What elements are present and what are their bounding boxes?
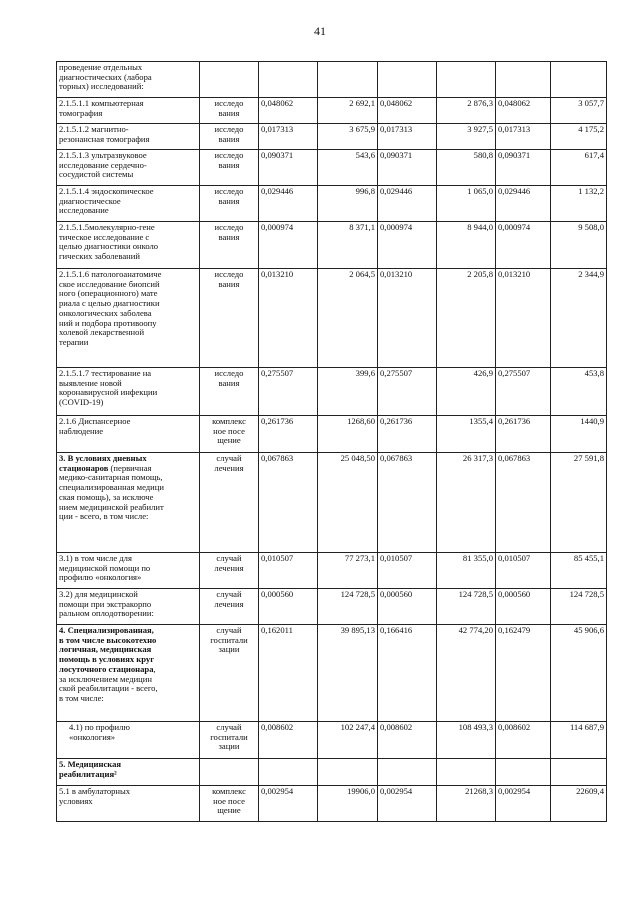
cost-2021: 399,6	[318, 368, 378, 416]
cost-2022: 580,8	[437, 150, 496, 186]
row-name-text: 2.1.6 Диспансерное наблюдение	[59, 416, 131, 436]
norm-2021: 0,067863	[259, 453, 318, 553]
cost-2023: 1440,9	[551, 416, 607, 453]
norm-2021: 0,162011	[259, 625, 318, 722]
norm-2021: 0,017313	[259, 124, 318, 150]
row-name	[57, 368, 200, 416]
norm-2021: 0,090371	[259, 150, 318, 186]
unit-cell: случай лечения	[200, 589, 259, 625]
cost-2023: 22609,4	[551, 786, 607, 822]
table-row	[57, 453, 607, 553]
row-name-text: 3.1) в том числе для медицинской помощи по профилю «онкология»	[59, 553, 151, 583]
norm-2022: 0,261736	[378, 416, 437, 453]
cost-2023: 2 344,9	[551, 269, 607, 368]
norm-2023: 0,029446	[496, 186, 551, 222]
cost-2021	[318, 62, 378, 98]
row-name	[57, 62, 200, 98]
norm-2022: 0,048062	[378, 98, 437, 124]
row-name	[57, 222, 200, 269]
cost-2021: 2 692,1	[318, 98, 378, 124]
cost-2022: 2 205,8	[437, 269, 496, 368]
norm-2022: 0,013210	[378, 269, 437, 368]
cost-2023: 4 175,2	[551, 124, 607, 150]
row-name	[57, 186, 200, 222]
cost-2021: 25 048,50	[318, 453, 378, 553]
row-name	[57, 453, 200, 553]
unit-cell	[200, 62, 259, 98]
norm-2022: 0,010507	[378, 553, 437, 589]
row-name-text: 2.1.5.1.6 патологоанатомиче ское исследование биопсий ного (операционного) мате риала с целью диагностики онкологических заболева ний и подбора противоопу холевой лекарственной терапии	[59, 269, 162, 347]
cost-2022: 2 876,3	[437, 98, 496, 124]
unit-cell	[200, 759, 259, 786]
norm-2022: 0,008602	[378, 722, 437, 759]
cost-2021: 543,6	[318, 150, 378, 186]
table-row	[57, 150, 607, 186]
table-row	[57, 186, 607, 222]
row-name-text: 2.1.5.1.5молекулярно-гене тическое исследование с целью диагностики онколо гических заболеваний	[59, 222, 159, 262]
row-name	[57, 553, 200, 589]
row-name-text: 3.2) для медицинской помощи при экстракорпо ральном оплодотворении:	[59, 589, 154, 619]
norm-2023: 0,000560	[496, 589, 551, 625]
cost-2022: 21268,3	[437, 786, 496, 822]
unit-cell: случай госпитали зации	[200, 722, 259, 759]
norm-2023: 0,275507	[496, 368, 551, 416]
norm-2022: 0,000974	[378, 222, 437, 269]
norm-2022: 0,002954	[378, 786, 437, 822]
cost-2021: 1268,60	[318, 416, 378, 453]
norm-2021: 0,008602	[259, 722, 318, 759]
row-name-text: проведение отдельных диагностических (лабора торных) исследований:	[59, 62, 152, 92]
norm-2022: 0,000560	[378, 589, 437, 625]
norm-2022: 0,275507	[378, 368, 437, 416]
row-name	[57, 269, 200, 368]
row-name	[57, 759, 200, 786]
norm-2022: 0,029446	[378, 186, 437, 222]
norm-2022: 0,067863	[378, 453, 437, 553]
cost-2023: 85 455,1	[551, 553, 607, 589]
norm-2023: 0,090371	[496, 150, 551, 186]
cost-2023: 45 906,6	[551, 625, 607, 722]
norm-2021	[259, 759, 318, 786]
table-row	[57, 625, 607, 722]
norm-2022	[378, 62, 437, 98]
cost-2023	[551, 62, 607, 98]
norm-2021	[259, 62, 318, 98]
cost-2021: 77 273,1	[318, 553, 378, 589]
row-name-text: 2.1.5.1.7 тестирование на выявление новой коронавирусной инфекции (COVID-19)	[59, 368, 158, 408]
unit-cell: исследо вания	[200, 98, 259, 124]
row-name-bold: 3. В условиях дневных стационаров	[59, 453, 147, 473]
norms-table	[56, 61, 607, 822]
page-number: 41	[314, 24, 326, 38]
row-name-bold: 4. Специализированная, в том числе высокотехно логичная, медицинская помощь в условиях круг лосуточного стационара	[59, 625, 157, 674]
table-row	[57, 589, 607, 625]
cost-2022	[437, 62, 496, 98]
norm-2021: 0,000974	[259, 222, 318, 269]
unit-cell: комплекс ное посе щение	[200, 416, 259, 453]
norm-2021: 0,002954	[259, 786, 318, 822]
norm-2021: 0,029446	[259, 186, 318, 222]
cost-2021: 39 895,13	[318, 625, 378, 722]
norm-2023	[496, 62, 551, 98]
unit-cell: случай лечения	[200, 553, 259, 589]
table-row	[57, 722, 607, 759]
row-name-bold: 5. Медицинская реабилитация²	[59, 759, 122, 779]
row-name-text: 2.1.5.1.1 компьютерная томография	[59, 98, 144, 118]
unit-cell: исследо вания	[200, 186, 259, 222]
cost-2023: 3 057,7	[551, 98, 607, 124]
norm-2023: 0,008602	[496, 722, 551, 759]
unit-cell: случай лечения	[200, 453, 259, 553]
norm-2022: 0,166416	[378, 625, 437, 722]
table-row	[57, 124, 607, 150]
table-row	[57, 786, 607, 822]
cost-2023	[551, 759, 607, 786]
row-name-text: 2.1.5.1.3 ультразвуковое исследование сердечно- сосудистой системы	[59, 150, 147, 180]
cost-2022: 108 493,3	[437, 722, 496, 759]
row-name	[57, 589, 200, 625]
row-name-text: 5.1 в амбулаторных условиях	[59, 786, 131, 806]
unit-cell: исследо вания	[200, 222, 259, 269]
cost-2023: 1 132,2	[551, 186, 607, 222]
norm-2021: 0,275507	[259, 368, 318, 416]
row-name-text: , за исключением медицин ской реабилитации - всего, в том числе:	[59, 663, 158, 703]
table-row	[57, 553, 607, 589]
row-name-text: 2.1.5.1.2 магнитно- резонансная томография	[59, 124, 150, 144]
norm-2022	[378, 759, 437, 786]
cost-2023: 453,8	[551, 368, 607, 416]
row-name	[57, 416, 200, 453]
norm-2023: 0,002954	[496, 786, 551, 822]
cost-2021: 8 371,1	[318, 222, 378, 269]
cost-2023: 124 728,5	[551, 589, 607, 625]
norm-2023: 0,017313	[496, 124, 551, 150]
cost-2022: 1355,4	[437, 416, 496, 453]
norm-2022: 0,090371	[378, 150, 437, 186]
table-row	[57, 759, 607, 786]
cost-2021: 19906,0	[318, 786, 378, 822]
cost-2022: 124 728,5	[437, 589, 496, 625]
norm-2021: 0,000560	[259, 589, 318, 625]
cost-2022: 42 774,20	[437, 625, 496, 722]
cost-2021	[318, 759, 378, 786]
norm-2021: 0,010507	[259, 553, 318, 589]
norm-2023: 0,000974	[496, 222, 551, 269]
row-name-text: (первичная медико-санитарная помощь, специализированная медици ская помощь), за исключе нием медицинской реабилит ции - всего, в том числе:	[59, 462, 164, 522]
cost-2022	[437, 759, 496, 786]
cost-2022: 426,9	[437, 368, 496, 416]
cost-2023: 617,4	[551, 150, 607, 186]
table-row	[57, 269, 607, 368]
norm-2023: 0,013210	[496, 269, 551, 368]
norm-2022: 0,017313	[378, 124, 437, 150]
table-row	[57, 98, 607, 124]
table-row	[57, 62, 607, 98]
unit-cell: исследо вания	[200, 368, 259, 416]
cost-2021: 124 728,5	[318, 589, 378, 625]
cost-2022: 3 927,5	[437, 124, 496, 150]
row-name	[57, 150, 200, 186]
cost-2022: 1 065,0	[437, 186, 496, 222]
norm-2021: 0,261736	[259, 416, 318, 453]
table-row	[57, 416, 607, 453]
row-name	[57, 98, 200, 124]
cost-2021: 102 247,4	[318, 722, 378, 759]
norm-2023: 0,067863	[496, 453, 551, 553]
row-name	[57, 722, 200, 759]
cost-2022: 26 317,3	[437, 453, 496, 553]
cost-2023: 27 591,8	[551, 453, 607, 553]
cost-2022: 8 944,0	[437, 222, 496, 269]
row-name-text: 4.1) по профилю «онкология»	[69, 722, 130, 742]
unit-cell: случай госпитали зации	[200, 625, 259, 722]
unit-cell: исследо вания	[200, 150, 259, 186]
norm-2021: 0,048062	[259, 98, 318, 124]
cost-2023: 9 508,0	[551, 222, 607, 269]
unit-cell: исследо вания	[200, 269, 259, 368]
row-name	[57, 625, 200, 722]
table-row	[57, 222, 607, 269]
norm-2023: 0,010507	[496, 553, 551, 589]
cost-2021: 3 675,9	[318, 124, 378, 150]
cost-2021: 996,8	[318, 186, 378, 222]
cost-2023: 114 687,9	[551, 722, 607, 759]
norm-2023: 0,048062	[496, 98, 551, 124]
norm-2023: 0,162479	[496, 625, 551, 722]
row-name	[57, 124, 200, 150]
unit-cell: комплекс ное посе щение	[200, 786, 259, 822]
table-row	[57, 368, 607, 416]
row-name	[57, 786, 200, 822]
norm-2023	[496, 759, 551, 786]
cost-2022: 81 355,0	[437, 553, 496, 589]
norm-2021: 0,013210	[259, 269, 318, 368]
cost-2021: 2 064,5	[318, 269, 378, 368]
norm-2023: 0,261736	[496, 416, 551, 453]
row-name-text: 2.1.5.1.4 эндоскопическое диагностическое исследование	[59, 186, 154, 216]
unit-cell: исследо вания	[200, 124, 259, 150]
